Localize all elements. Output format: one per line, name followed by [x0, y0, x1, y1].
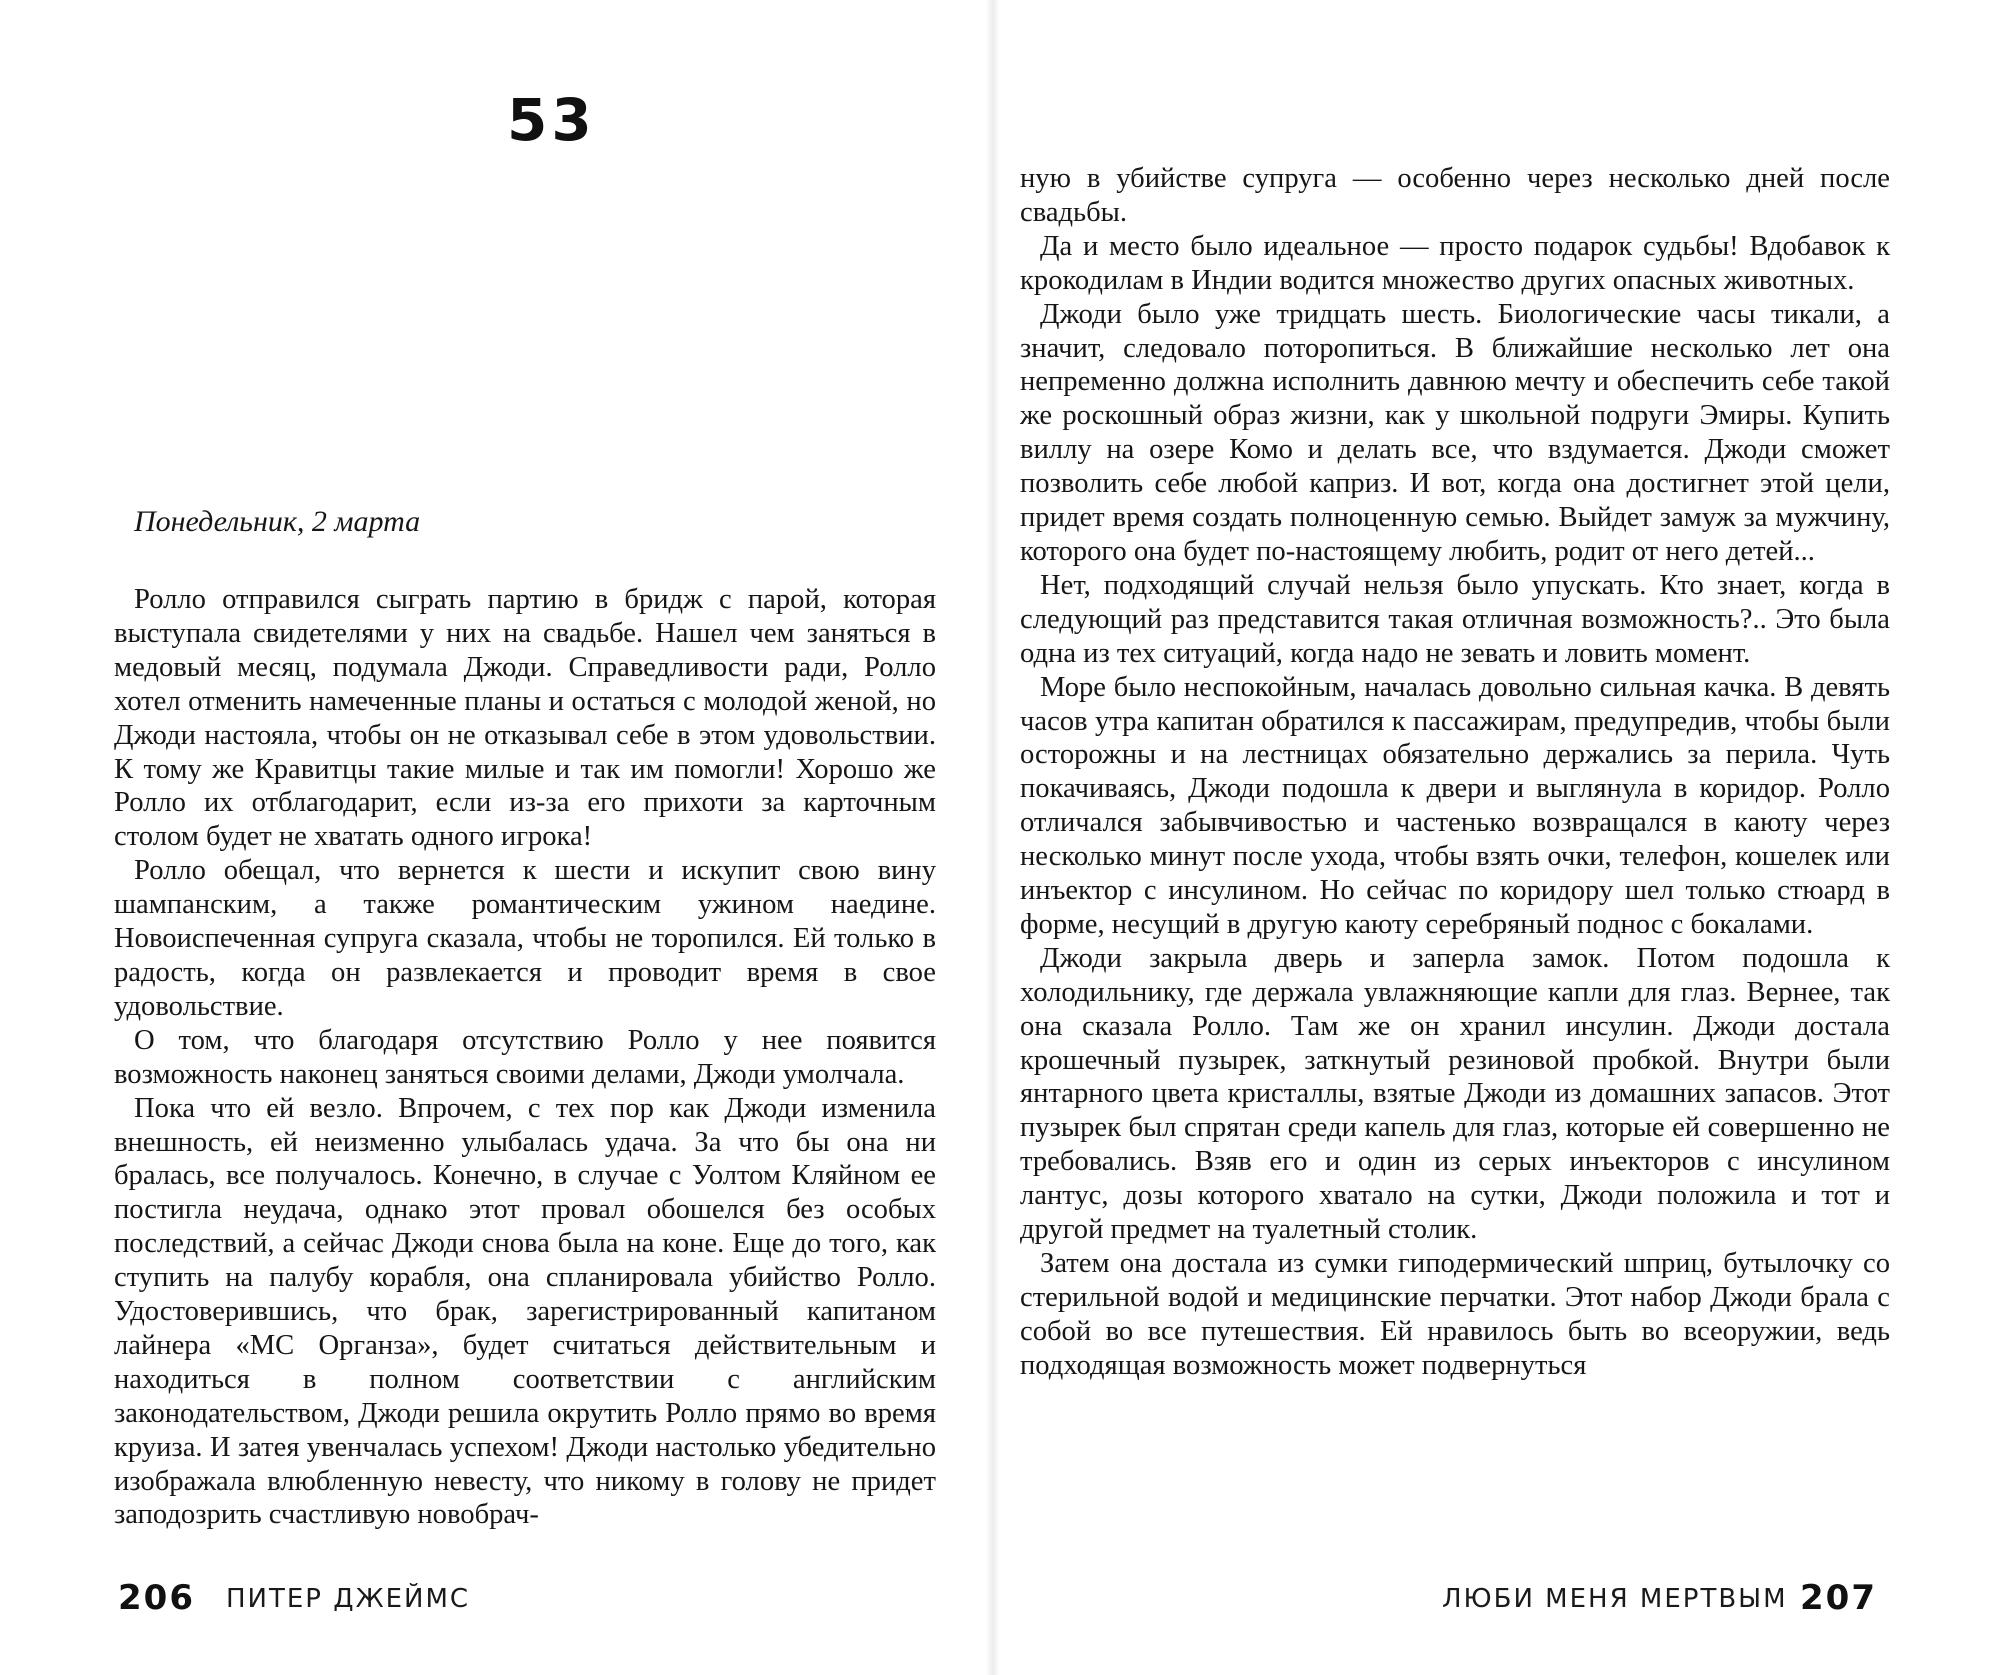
paragraph: Ролло отправился сыграть партию в бридж с парой, которая выступала свидетелями у них на свадьбе. Нашел чем заняться в медовый месяц, подумала Джоди. Справедливости ради, Ролло хотел отменить намеченные планы и остаться с молодой женой, но Джоди настояла, чтобы он не отказывал себе в этом удовольствии. К тому же Кравитцы такие милые и так им помогли! Хорошо же Ролло их отблагодарит, если из-за его прихоти за карточным столом будет не хватать одного игрока! — [114, 584, 936, 853]
paragraph: Джоди было уже тридцать шесть. Биологические часы тикали, а значит, следовало поторопиться. В ближайшие несколько лет она непременно должна исполнить давнюю мечту и обеспечить себе такой же роскошный образ жизни, как у школьной подруги Эмиры. Купить виллу на озере Комо и делать все, что вздумается. Джоди сможет позволить себе любой каприз. И вот, когда она достигнет этой цели, придет время создать полноценную семью. Выйдет замуж за мужчину, которого она будет по-настоящему любить, родит от него детей... — [1020, 298, 1890, 567]
paragraph: Джоди закрыла дверь и заперла замок. Потом подошла к холодильнику, где держала увлажняющие капли для глаз. Вернее, так она сказала Ролло. Там же он хранил инсулин. Джоди достала крошечный пузырек, заткнутый резиновой пробкой. Внутри были янтарного цвета кристаллы, взятые Джоди из домашних запасов. Этот пузырек был спрятан среди капель для глаз, которые ей совершенно не требовались. Взяв его и один из серых инъекторов с инсулином лантус, дозы которого хватало на сутки, Джоди положила и тот и другой предмет на туалетный столик. — [1020, 942, 1890, 1246]
book-gutter — [986, 0, 1000, 1675]
paragraph: Да и место было идеальное — просто подарок судьбы! Вдобавок к крокодилам в Индии водится множество других опасных животных. — [1020, 230, 1890, 296]
paragraph: Ролло обещал, что вернется к шести и искупит свою вину шампанским, а также романтическим ужином наедине. Новоиспеченная супруга сказала, чтобы не торопился. Ей только в радость, когда он развлекается и проводит время в свое удовольствие. — [114, 855, 936, 1022]
chapter-dateline: Понедельник, 2 марта — [134, 505, 421, 538]
paragraph: Море было неспокойным, началась довольно сильная качка. В девять часов утра капитан обратился к пассажирам, предупредив, чтобы были осторожны и на лестницах обязательно держались за перила. Чуть покачиваясь, Джоди подошла к двери и выглянула в коридор. Ролло отличался забывчивостью и частенько возвращался в каюту через несколько минут после ухода, чтобы взять очки, телефон, кошелек или инъектор с инсулином. Но сейчас по коридору шел только стюард в форме, несущий в другую каюту серебряный поднос с бокалами. — [1020, 671, 1890, 940]
right-page-number: 207 — [1800, 1578, 1877, 1618]
left-page-body — [114, 583, 936, 1532]
left-page-number: 206 — [118, 1578, 195, 1618]
chapter-number: 53 — [507, 86, 596, 154]
paragraph: О том, что благодаря отсутствию Ролло у нее появится возможность наконец заняться своими делами, Джоди умолчала. — [114, 1024, 936, 1090]
running-footer-author: ПИТЕР ДЖЕЙМС — [226, 1584, 471, 1614]
right-page — [1000, 0, 2000, 1675]
left-page — [0, 0, 990, 1675]
paragraph: Пока что ей везло. Впрочем, с тех пор как Джоди изменила внешность, ей неизменно улыбалась удача. За что бы она ни бралась, все получалось. Конечно, в случае с Уолтом Кляйном ее постигла неудача, однако этот провал обошелся без особых последствий, а сейчас Джоди снова была на коне. Еще до того, как ступить на палубу корабля, она спланировала убийство Ролло. Удостоверившись, что брак, зарегистрированный капитаном лайнера «МС Органза», будет считаться действительным и находиться в полном соответствии с английским законодательством, Джоди решила окрутить Ролло прямо во время круиза. И затея увенчалась успехом! Джоди настолько убедительно изображала влюбленную невесту, что никому в голову не придет заподозрить счастливую новобрач- — [114, 1092, 936, 1531]
paragraph: Затем она достала из сумки гиподермический шприц, бутылочку со стерильной водой и медицинские перчатки. Этот набор Джоди брала с собой во все путешествия. Ей нравилось быть во всеоружии, ведь подходящая возможность может подвернуться — [1020, 1248, 1890, 1381]
running-footer-title: ЛЮБИ МЕНЯ МЕРТВЫМ — [1442, 1584, 1788, 1614]
right-page-body — [1020, 162, 1890, 1383]
continued-paragraph: ную в убийстве супруга — особенно через несколько дней после свадьбы. — [1020, 163, 1890, 228]
paragraph: Нет, подходящий случай нельзя было упускать. Кто знает, когда в следующий раз представится такая отличная возможность?.. Это была одна из тех ситуаций, когда надо не зевать и ловить момент. — [1020, 569, 1890, 669]
